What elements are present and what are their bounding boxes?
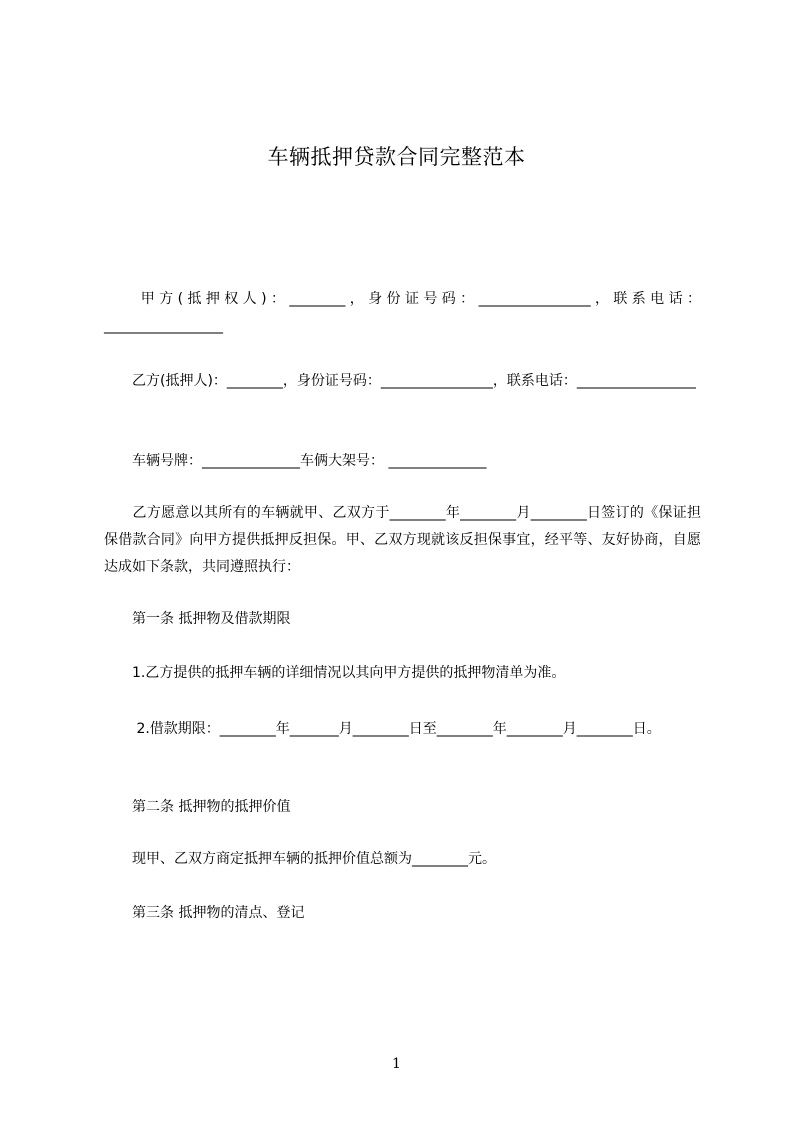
party-a-info: 甲方(抵押权人)：________，身份证号码：________________，联系电话：_________________ [104,291,701,334]
vehicle-info: 车辆号牌：______________车俩大架号： ______________ [104,453,487,469]
document-title: 车辆抵押贷款合同完整范本 [267,145,526,169]
article-1-clause-1: 1.乙方提供的抵押车辆的详细情况以其向甲方提供的抵押物清单为准。 [104,665,566,681]
article-2-heading: 第二条 抵押物的抵押价值 [104,799,291,815]
article-1-heading: 第一条 抵押物及借款期限 [104,611,291,627]
article-3-heading: 第三条 抵押物的清点、登记 [104,905,305,921]
preamble-paragraph: 乙方愿意以其所有的车辆就甲、乙双方于________年________月________日签订的《保证担保借款合同》向甲方提供抵押反担保。甲、乙双方现就该反担保事宜，经平等、友好协商，自愿达成如下条款，共同遵照执行： [104,505,701,575]
page-number: 1 [392,1056,401,1072]
article-2-body: 现甲、乙双方商定抵押车辆的抵押价值总额为________元。 [104,851,496,867]
party-b-info: 乙方(抵押人)：________，身份证号码：________________，联系电话：_________________ [104,373,696,389]
article-1-clause-2: 2.借款期限：________年_______月________日至________年________月________日。 [104,721,661,737]
